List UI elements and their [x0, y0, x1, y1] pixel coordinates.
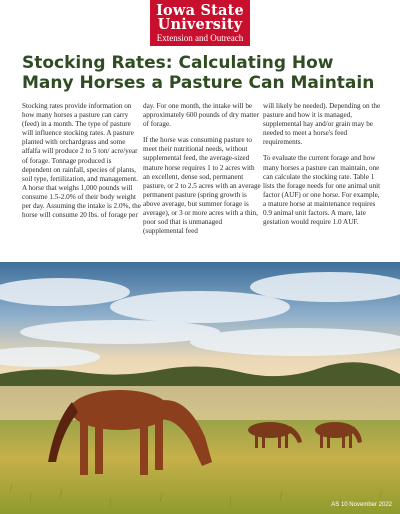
body-column-1 [22, 102, 142, 227]
logo-subtitle: Extension and Outreach [156, 33, 244, 43]
publication-number: AS 10 November 2022 [331, 502, 392, 508]
document-title: Stocking Rates: Calculating How Many Horses a Pasture Can Maintain [22, 53, 375, 93]
isu-extension-logo [150, 0, 250, 46]
logo-line2: University [157, 16, 243, 33]
paragraph: Stocking rates provide information on how many horses a pasture can carry (feed) in a month. The type of pasture will influence stocking rates. A pasture planted with orchardgrass and some alfalfa will produce 2 to 5 ton/ acre/year of forage. Tonnage produced is dependent on rainfall, species of plants, soil type, fertilization, and management. A horse that weighs 1,000 pounds will consume 1.5-2.0% of their body weight per day. Assuming the intake is 2.0%, the horse will consume 20 lbs. of forage per [22, 102, 141, 220]
paragraph: If the horse was consuming pasture to meet their nutritional needs, without supplemental feed, the average-sized mature horse requires 1 to 2 acres with an excellent, dense sod, permanent pasture, or 2 to 2.5 acres with an average permanent pasture (spring growth is above average, but summer forage is average), or 3 or more acres with a thin, poor sod that is unmanaged (supplemental feed [143, 136, 261, 236]
paragraph: To evaluate the current forage and how many horses a pasture can maintain, one can calculate the stocking rate. Table 1 lists the forage needs for one animal unit factor (AUF) or one horse. For example, a mature horse at maintenance requires 0.9 animal unit factors. A mare, late gestation would require 1.0 AUF. [263, 154, 381, 227]
body-column-2 [143, 102, 263, 243]
body-column-3 [263, 102, 383, 234]
logo-line1: Iowa State [156, 2, 244, 19]
paragraph: will likely be needed). Depending on the pasture and how it is managed, supplemental hay and/or grain may be needed to meet a horse's feed requirements. [263, 102, 381, 147]
distant-field [0, 386, 400, 422]
horses-grazing-photo [0, 262, 400, 514]
paragraph: day. For one month, the intake will be approximately 600 pounds of dry matter of forage. [143, 102, 259, 129]
